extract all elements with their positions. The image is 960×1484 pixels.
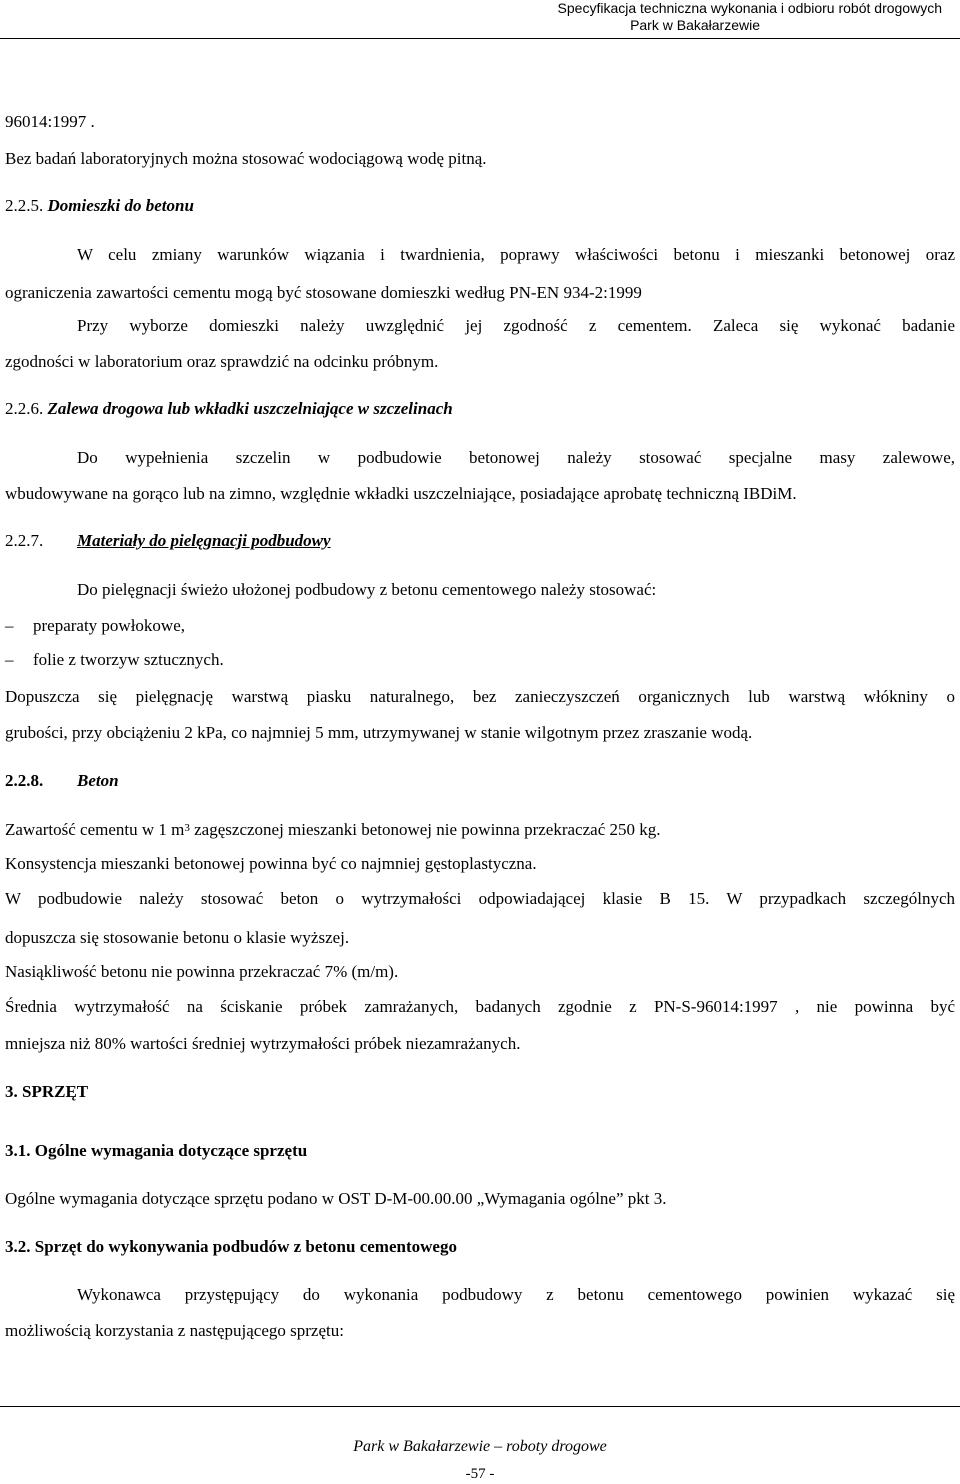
section-heading-3-2: 3.2. Sprzęt do wykonywania podbudów z betonu cementowego [5, 1237, 457, 1256]
paragraph-line: ograniczenia zawartości cementu mogą być stosowane domieszki według PN-EN 934-2:1999 [5, 283, 642, 302]
list-item-text: folie z tworzyw sztucznych. [33, 650, 224, 669]
page-number: -57 - [465, 1466, 495, 1482]
paragraph-line: zgodności w laboratorium oraz sprawdzić na odcinku próbnym. [5, 352, 439, 371]
dash-bullet: – [5, 616, 14, 635]
section-heading-2-2-5 [5, 196, 194, 216]
paragraph-line: wbudowywane na gorąco lub na zimno, względnie wkładki uszczelniające, posiadające aprobatę techniczną IBDiM. [5, 484, 797, 503]
section-number: 2.2.5. [5, 196, 44, 215]
paragraph-line: Do pielęgnacji świeżo ułożonej podbudowy z betonu cementowego należy stosować: [77, 580, 657, 599]
paragraph-line: Do wypełnienia szczelin w podbudowie betonowej należy stosować specjalne masy zalewowe, [77, 448, 955, 467]
paragraph-line: grubości, przy obciążeniu 2 kPa, co najmniej 5 mm, utrzymywanej w stanie wilgotnym przez zraszanie wodą. [5, 723, 753, 742]
superscript: 3 [184, 822, 190, 834]
text-line: Bez badań laboratoryjnych można stosować wodociągową wodę pitną. [5, 149, 487, 168]
footer-text: Park w Bakałarzewie – roboty drogowe [353, 1438, 607, 1455]
section-number: 2.2.8. [5, 771, 44, 790]
header-subtitle: Park w Bakałarzewie [630, 17, 760, 33]
section-heading-2-2-8 [5, 771, 119, 791]
paragraph-line: dopuszcza się stosowanie betonu o klasie wyższej. [5, 928, 350, 947]
header-title: Specyfikacja techniczna wykonania i odbioru robót drogowych [557, 0, 942, 16]
paragraph-line: W celu zmiany warunków wiązania i twardnienia, poprawy właściwości betonu i mieszanki betonowej oraz [77, 245, 955, 264]
section-title: Zalewa drogowa lub wkładki uszczelniające w szczelinach [47, 399, 453, 418]
paragraph-line: Nasiąkliwość betonu nie powinna przekraczać 7% (m/m). [5, 962, 399, 981]
paragraph-line: Dopuszcza się pielęgnację warstwą piasku naturalnego, bez zanieczyszczeń organicznych lub warstwą włókniny o [5, 687, 955, 706]
paragraph-line: mniejsza niż 80% wartości średniej wytrzymałości próbek niezamrażanych. [5, 1034, 521, 1053]
section-title: Domieszki do betonu [47, 196, 194, 215]
paragraph-line: możliwością korzystania z następującego sprzętu: [5, 1321, 344, 1340]
section-heading-2-2-7 [5, 531, 331, 551]
section-number: 2.2.6. [5, 399, 44, 418]
section-heading-3-1: 3.1. Ogólne wymagania dotyczące sprzętu [5, 1141, 308, 1160]
dash-bullet: – [5, 650, 14, 669]
paragraph-line [5, 820, 661, 840]
text-span: Zawartość cementu w 1 m [5, 820, 185, 839]
list-item-text: preparaty powłokowe, [33, 616, 186, 635]
chapter-heading: 3. SPRZĘT [5, 1082, 89, 1101]
paragraph-line: W podbudowie należy stosować beton o wytrzymałości odpowiadającej klasie B 15. W przypadkach szczególnych [5, 889, 955, 908]
section-title: Beton [77, 771, 119, 790]
text-line: 96014:1997 . [5, 112, 95, 131]
list-item [5, 650, 224, 670]
header-rule [0, 38, 960, 39]
section-heading-2-2-6 [5, 399, 453, 419]
paragraph-line: Średnia wytrzymałość na ściskanie próbek zamrażanych, badanych zgodnie z PN-S-96014:1997 , nie powinna być [5, 997, 955, 1016]
paragraph-line: Ogólne wymagania dotyczące sprzętu podano w OST D-M-00.00.00 „Wymagania ogólne” pkt 3. [5, 1189, 667, 1208]
section-number: 2.2.7. [5, 531, 44, 550]
text-span: zagęszczonej mieszanki betonowej nie powinna przekraczać 250 kg. [189, 820, 661, 839]
paragraph-line: Konsystencja mieszanki betonowej powinna być co najmniej gęstoplastyczna. [5, 854, 537, 873]
section-title: Materiały do pielęgnacji podbudowy [77, 531, 331, 550]
paragraph-line: Wykonawca przystępujący do wykonania podbudowy z betonu cementowego powinien wykazać się [77, 1285, 955, 1304]
paragraph-line: Przy wyborze domieszki należy uwzględnić jej zgodność z cementem. Zaleca się wykonać badanie [77, 316, 955, 335]
list-item [5, 616, 186, 636]
footer-rule [0, 1406, 960, 1407]
